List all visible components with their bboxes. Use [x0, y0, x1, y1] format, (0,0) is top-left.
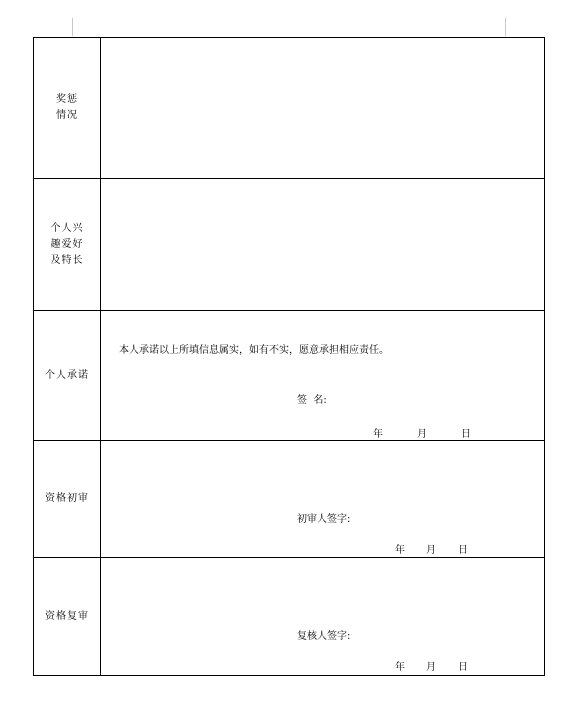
pledge-date-day: 日 [461, 429, 471, 440]
label-line: 趣爱好 [50, 238, 84, 250]
table-row-initial-review [34, 441, 545, 558]
label-line: 奖惩 [56, 94, 78, 105]
pledge-sign-label: 签 名: [297, 395, 327, 406]
pledge-statement: 本人承诺以上所填信息属实，如有不实，愿意承担相应责任。 [119, 345, 389, 356]
table-row-hobbies [34, 179, 545, 311]
hobbies-field[interactable] [101, 179, 545, 311]
label-line: 个人承诺 [45, 369, 89, 381]
table-row-awards [34, 38, 545, 179]
initial-reviewer-sign-label: 初审人签字: [297, 514, 351, 525]
initial-date-year: 年 [395, 545, 405, 556]
final-reviewer-sign-label: 复核人签字: [297, 631, 351, 642]
label-final-review [34, 558, 101, 676]
label-line: 资格初审 [45, 493, 89, 504]
initial-date-month: 月 [426, 545, 436, 556]
final-date-day: 日 [458, 662, 468, 673]
application-form-table [33, 37, 545, 676]
pledge-date-year: 年 [373, 429, 383, 440]
label-awards [34, 38, 101, 179]
crop-mark-right [505, 18, 506, 36]
label-line: 情况 [56, 110, 78, 121]
label-initial-review [34, 441, 101, 558]
pledge-cell [101, 311, 545, 441]
awards-field[interactable] [101, 38, 545, 179]
label-hobbies [34, 179, 101, 311]
label-line: 资格复审 [45, 610, 89, 622]
initial-review-cell [101, 441, 545, 558]
table-row-pledge [34, 311, 545, 441]
crop-mark-left [72, 18, 73, 36]
final-review-cell [101, 558, 545, 676]
initial-date-day: 日 [458, 545, 468, 556]
label-pledge [34, 311, 101, 441]
pledge-date-month: 月 [417, 429, 427, 440]
label-line: 及特长 [50, 254, 84, 266]
table-row-final-review [34, 558, 545, 676]
final-date-year: 年 [395, 662, 405, 673]
label-line: 个人兴 [50, 222, 84, 234]
final-date-month: 月 [426, 662, 436, 673]
